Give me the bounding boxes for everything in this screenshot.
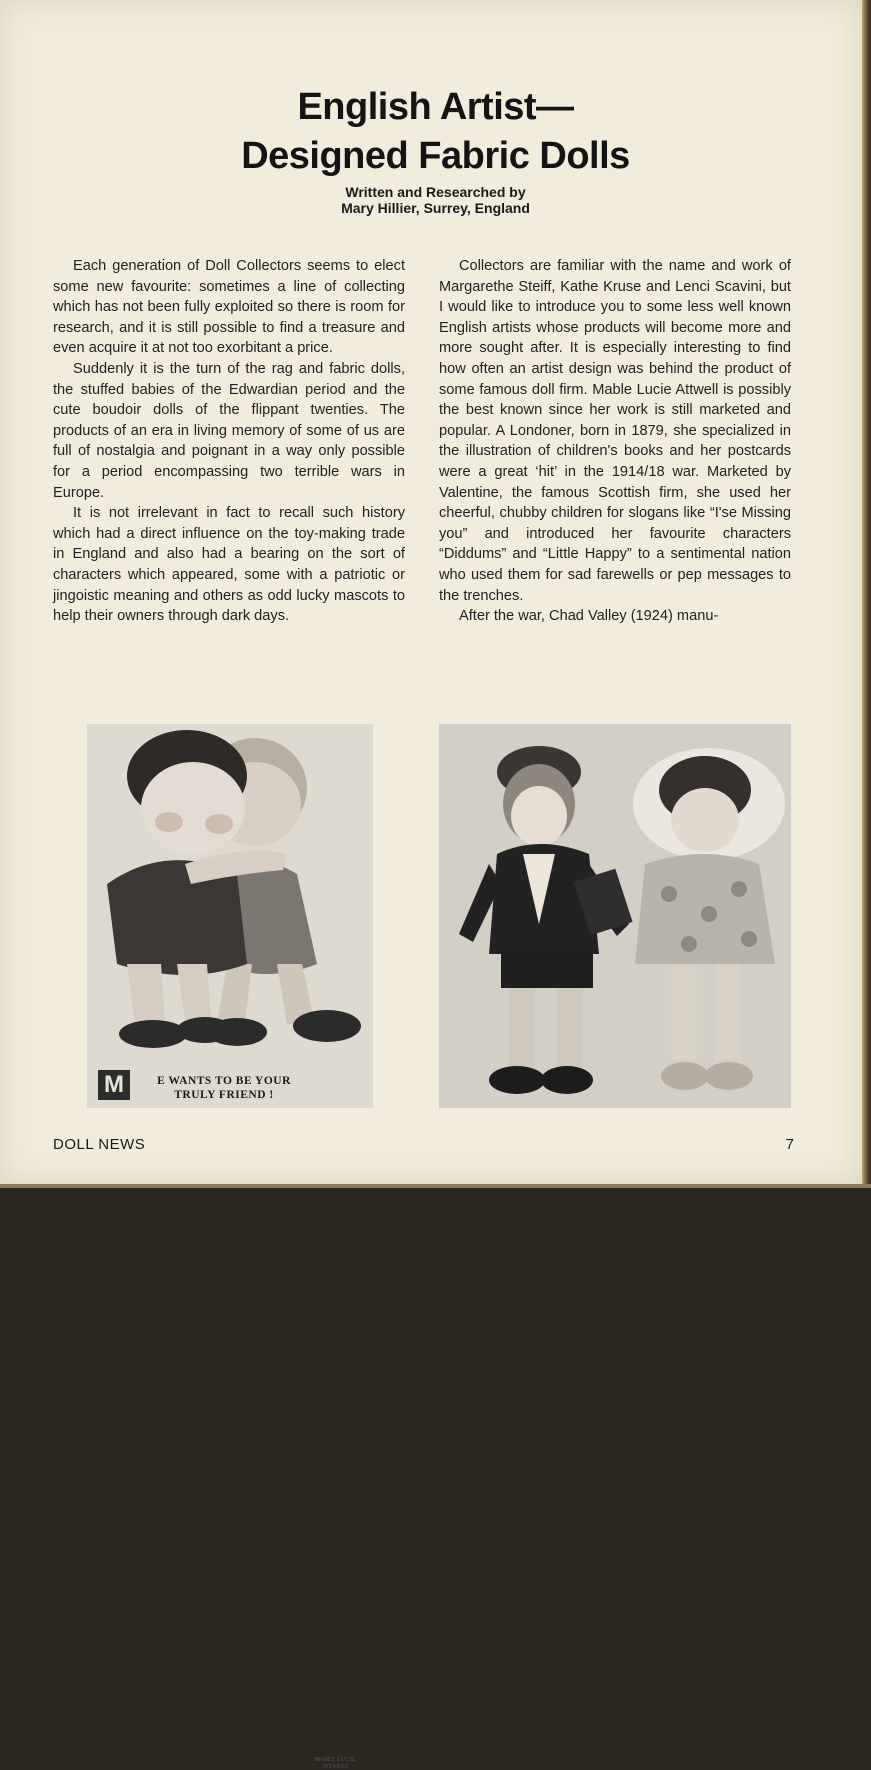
caption-line-1: E WANTS TO BE YOUR <box>157 1075 291 1087</box>
postcard-caption <box>98 1068 318 1104</box>
two-dolls-drawing <box>439 724 791 1108</box>
paragraph: Each generation of Doll Collectors seems to elect some new favourite: sometimes a line of collecting which has not been fully exploited so there is room for research, and it is still possible to find a treasure and even acquire it at not too exorbitant a price. <box>53 258 405 357</box>
artist-signature: MABEL LUCIE ATTWELL <box>314 1756 356 1770</box>
paragraph: Collectors are familiar with the name and work of Margarethe Steiff, Kathe Kruse and Lenci Scavini, but I would like to introduce you to some less well known English artists whose products will become more and more sought after. It is especially interesting to find how often an artist design was behind the product of some famous doll firm. Mable Lucie Attwell is possibly the best known since her work is still marketed and popular. A Londoner, born in 1879, she specialized in the illustration of children's books and her postcards were a great ‘hit’ in the 1914/18 war. Marketed by Valentine, the famous Scottish firm, she used her cheerful, chubby children for slogans like “I'se Missing you” and introduced her favourite characters “Diddums” and “Little Happy” to a sentimental nation who used them for sad farewells or pep messages to the trenches. <box>439 258 791 604</box>
fabric-dolls-photo <box>439 724 791 1108</box>
article-title-line-2: Designed Fabric Dolls <box>241 135 630 177</box>
byline-line-1: Written and Researched by <box>345 184 526 200</box>
article-title-line-1: English Artist— <box>297 86 574 128</box>
text-column-right <box>439 256 791 627</box>
paragraph: After the war, Chad Valley (1924) manu- <box>459 608 719 625</box>
page-number: 7 <box>785 1136 794 1153</box>
publication-name: DOLL NEWS <box>53 1136 146 1153</box>
paragraph: Suddenly it is the turn of the rag and fabric dolls, the stuffed babies of the Edwardian period and the cute boudoir dolls of the flippant twenties. The products of an era in living memory of some of us are full of nostalgia and poignant in a way only possible for a period encompassing two terrible wars in Europe. <box>53 360 405 501</box>
caption-initial-M: M <box>98 1070 130 1100</box>
caption-text <box>134 1074 314 1102</box>
page-bottom-edge <box>0 1184 871 1188</box>
caption-line-2: TRULY FRIEND ! <box>174 1089 274 1101</box>
text-column-left <box>53 256 405 627</box>
hugging-children-drawing <box>87 724 373 1108</box>
byline-author: Mary Hillier, Surrey, England <box>341 200 530 216</box>
paragraph: It is not irrelevant in fact to recall such history which had a direct influence on the toy-making trade in England and also had a bearing on the sort of characters which appeared, some with a patriotic or jingoistic meaning and others as odd lucky mascots to help their owners through dark days. <box>53 505 405 625</box>
